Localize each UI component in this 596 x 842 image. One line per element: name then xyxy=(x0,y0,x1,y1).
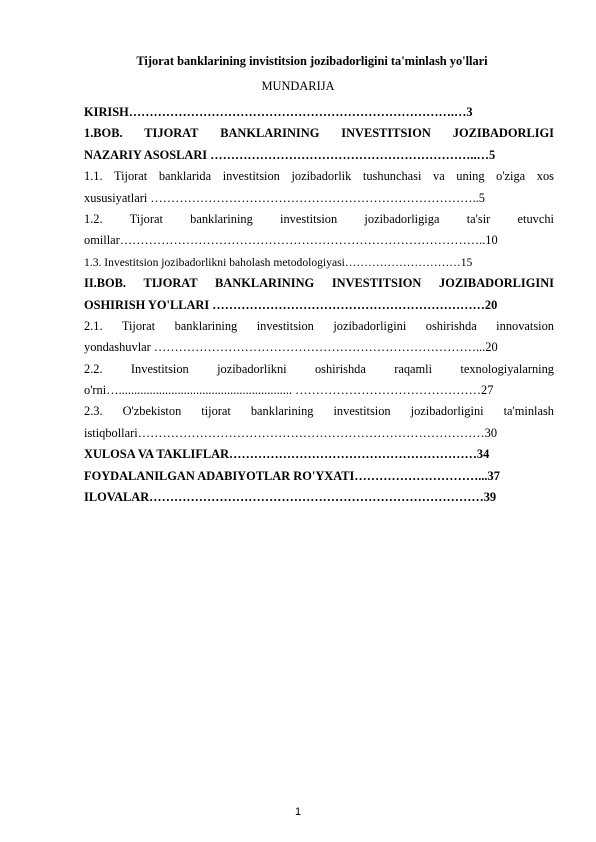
toc-entry-section-2-2: 2.2. Investitsion jozibadorlikni oshirishda raqamli texnologiyalarning xyxy=(84,361,554,376)
toc-entry-chapter-1-cont xyxy=(84,145,554,166)
toc-entry-chapter-1-text: NAZARIY ASOSLARI ………………………………………………………..…5 xyxy=(84,147,496,162)
page-number: 1 xyxy=(294,806,302,818)
toc-entry-section-1-2: 1.2. Tijorat banklarining investitsion jozibadorligiga ta'sir etuvchi xyxy=(84,211,554,226)
toc-entry-section-1-1-cont: xususiyatlari ……………………………………………………………………..5 xyxy=(84,190,485,205)
toc-entry-adabiyotlar: FOYDALANILGAN ADABIYOTLAR RO'YXATI…………………………...37 xyxy=(84,468,500,483)
toc-entry-section-2-1: 2.1. Tijorat banklarining investitsion jozibadorligini oshirishda innovatsion xyxy=(84,318,554,333)
document-title: Tijorat banklarining invistitsion jozibadorligini ta'minlash yo'llari xyxy=(136,54,488,68)
table-of-contents xyxy=(84,102,554,508)
toc-entry-chapter-1: 1.BOB. TIJORAT BANKLARINING INVESTITSION JOZIBADORLIGI xyxy=(84,126,554,141)
toc-entry-xulosa: XULOSA VA TAKLIFLAR……………………………………………………34 xyxy=(84,447,490,462)
toc-entry-section-1-1: 1.1. Tijorat banklarida investitsion jozibadorlik tushunchasi va uning o'ziga xos xyxy=(84,169,554,184)
toc-entry-chapter-2: II.BOB. TIJORAT BANKLARINING INVESTITSION JOZIBADORLIGINI xyxy=(84,276,554,291)
toc-entry-section-2-3-cont: istiqbollari…………………………………………………………………………30 xyxy=(84,425,498,440)
toc-entry-chapter-2-cont xyxy=(84,295,554,316)
toc-heading: MUNDARIJA xyxy=(261,79,335,93)
toc-entry-ilovalar: ILOVALAR………………………………………………………………………39 xyxy=(84,490,497,505)
toc-entry-section-2-2-cont: o'rni…........................................................ ………………………………………27 xyxy=(84,383,494,398)
toc-entry-section-1-2-cont: omillar……………………………………………………………………………..10 xyxy=(84,233,498,248)
toc-entry-section-2-3: 2.3. O'zbekiston tijorat banklarining investitsion jozibadorligini ta'minlash xyxy=(84,404,554,419)
toc-entry-section-1-3: 1.3. Investitsion jozibadorlikni baholash metodologiyasi…………………………15 xyxy=(84,255,473,269)
toc-entry-section-2-1-cont: yondashuvlar ……………………………………………………………………...20 xyxy=(84,340,498,355)
toc-entry-chapter-2-text: OSHIRISH YO'LLARI …………………………………………………………20 xyxy=(84,297,498,312)
toc-entry-kirish: KIRISH…………………………………………………………………….…3 xyxy=(84,105,473,119)
